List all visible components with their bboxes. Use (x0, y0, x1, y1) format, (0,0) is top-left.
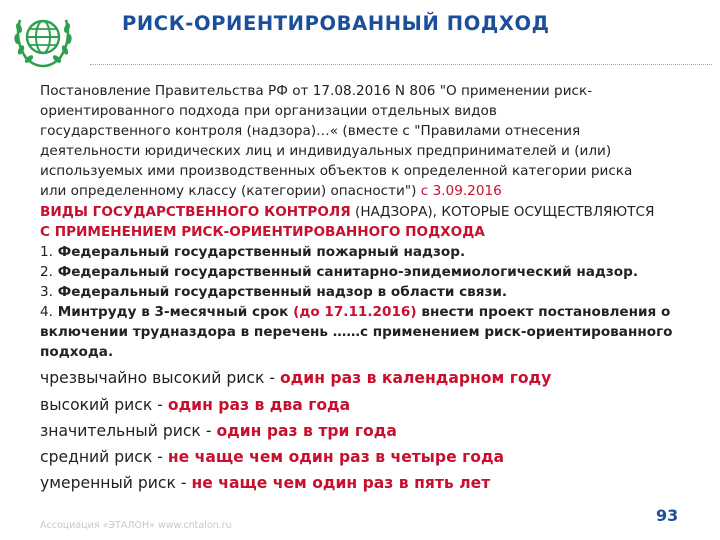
list-item-continuation: включении трудназдора в перечень ……с применением риск-ориентированного (40, 324, 673, 341)
item-text: Федеральный государственный санитарно-эпидемиологический надзор. (57, 263, 639, 280)
slide-content (40, 81, 680, 496)
risk-row (40, 392, 680, 418)
heading-red: ВИДЫ ГОСУДАРСТВЕННОГО КОНТРОЛЯ (40, 203, 351, 220)
title-divider (90, 64, 712, 65)
resolution-paragraph (40, 81, 680, 202)
effective-date: с 3.09.2016 (420, 183, 502, 200)
heading-rest: (НАДЗОРА), КОТОРЫЕ ОСУЩЕСТВЛЯЮТСЯ (355, 203, 655, 220)
risk-separator: - (205, 421, 212, 440)
resolution-line (40, 181, 680, 201)
list-item (40, 302, 680, 322)
resolution-text: государственного контроля (надзора)…« (40, 123, 339, 140)
resolution-line (40, 121, 680, 141)
list-item (40, 262, 680, 282)
risk-frequency: один раз в календарном году (279, 369, 552, 388)
risk-separator: - (269, 369, 275, 388)
heading-line (40, 202, 680, 222)
item-number: 2. (40, 263, 53, 280)
footer-watermark: Ассоциация «ЭТАЛОН» www.cntalon.ru (40, 520, 232, 531)
risk-row (40, 418, 680, 444)
resolution-text: (вместе с "Правилами отнесения (342, 123, 581, 140)
risk-level: высокий риск (40, 395, 153, 414)
resolution-line: ориентированного подхода при организации отдельных видов (40, 103, 497, 120)
risk-row (40, 470, 680, 496)
resolution-line: деятельности юридических лиц и индивидуальных предпринимателей и (или) (40, 143, 612, 160)
page-number: 93 (656, 506, 679, 525)
laurel-globe-logo-icon (10, 6, 76, 72)
risk-row (40, 444, 680, 470)
risk-separator: - (157, 395, 163, 414)
item-number: 4. (40, 304, 53, 321)
item-number: 1. (40, 243, 53, 260)
risk-level: умеренный риск (40, 474, 176, 493)
item-deadline: (до 17.11.2016) (293, 304, 417, 321)
risk-level: чрезвычайно высокий риск (40, 369, 265, 388)
resolution-line: Постановление Правительства РФ от 17.08.2016 N 806 "О применении риск- (40, 83, 593, 99)
section-heading (40, 202, 680, 242)
risk-frequency: один раз в три года (216, 421, 397, 440)
item-text: Федеральный государственный надзор в области связи. (57, 283, 508, 300)
risk-level: средний риск (40, 447, 153, 466)
item-number: 3. (40, 283, 53, 300)
list-item (40, 282, 680, 302)
item-text: Минтруду в 3-месячный срок (57, 304, 289, 321)
risk-frequency: один раз в два года (167, 395, 351, 414)
list-item (40, 242, 680, 262)
risk-frequency-list (40, 365, 680, 496)
heading-line: С ПРИМЕНЕНИЕМ РИСК-ОРИЕНТИРОВАННОГО ПОДХОДА (40, 223, 485, 240)
page-title: РИСК-ОРИЕНТИРОВАННЫЙ ПОДХОД (122, 12, 550, 35)
list-item-continuation: подхода. (40, 344, 114, 361)
control-list (40, 242, 680, 363)
item-text: Федеральный государственный пожарный надзор. (57, 243, 466, 260)
risk-row (40, 365, 680, 391)
resolution-line: используемых ими производственных объектов к определенной категории риска (40, 163, 633, 180)
risk-frequency: не чаще чем один раз в четыре года (167, 447, 505, 466)
risk-level: значительный риск (40, 421, 201, 440)
risk-separator: - (180, 474, 187, 493)
risk-frequency: не чаще чем один раз в пять лет (191, 474, 491, 493)
item-text: внести проект постановления о (421, 304, 671, 321)
resolution-text: или определенному классу (категории) опасности") (40, 183, 417, 200)
risk-separator: - (157, 447, 163, 466)
